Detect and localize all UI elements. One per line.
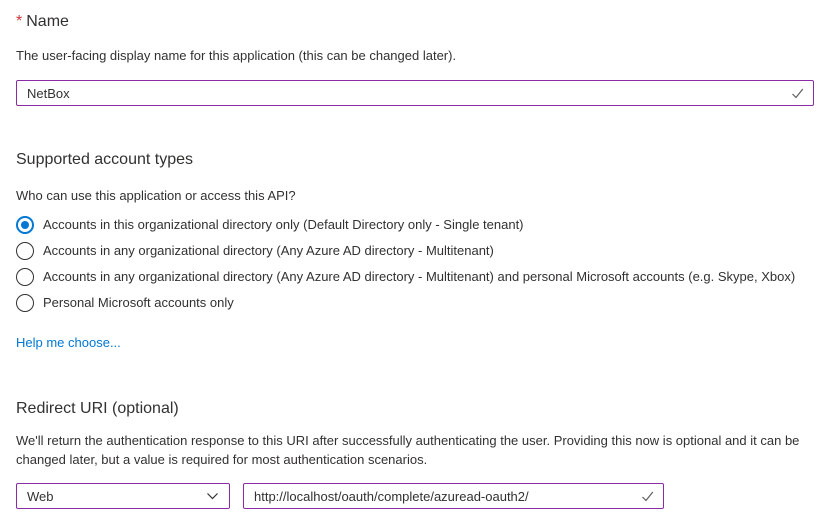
supported-account-types-title: Supported account types [16,151,194,168]
redirect-uri-section [16,399,814,509]
account-types-radio-group [16,212,814,316]
platform-select[interactable] [16,483,230,509]
redirect-uri-description: We'll return the authentication response to this URI after successfully authenticating the user. Providing this now is optional and it can be changed later, but a value is required for most authentication scenarios. [16,433,800,467]
radio-button-selected[interactable] [16,216,34,234]
name-section-title [16,12,814,32]
radio-button[interactable] [16,242,34,260]
help-me-choose-link[interactable]: Help me choose... [16,335,121,350]
radio-option-single-tenant[interactable] [16,212,814,238]
radio-button[interactable] [16,268,34,286]
chevron-down-icon [205,489,220,504]
name-title-text: Name [26,13,69,30]
radio-option-multitenant[interactable] [16,238,814,264]
redirect-uri-row [16,483,814,509]
name-input-wrap [16,80,814,106]
radio-option-personal-only[interactable] [16,290,814,316]
radio-option-label: Accounts in any organizational directory (Any Azure AD directory - Multitenant) and personal Microsoft accounts (e.g. Skype, Xbox) [43,269,796,284]
radio-option-label: Personal Microsoft accounts only [43,295,234,310]
redirect-uri-input-wrap [243,483,664,509]
account-types-question: Who can use this application or access this API? [16,188,296,203]
redirect-uri-title: Redirect URI (optional) [16,400,179,417]
redirect-uri-input[interactable] [243,483,664,509]
radio-option-label: Accounts in any organizational directory (Any Azure AD directory - Multitenant) [43,243,494,258]
supported-account-types-section [16,150,814,352]
name-input[interactable] [16,80,814,106]
name-section [16,12,814,106]
radio-option-label: Accounts in this organizational directory only (Default Directory only - Single tenant) [43,217,524,232]
platform-select-value: Web [27,488,54,504]
radio-button[interactable] [16,294,34,312]
name-description: The user-facing display name for this application (this can be changed later). [16,48,457,63]
radio-option-multitenant-personal[interactable] [16,264,814,290]
required-asterisk: * [16,13,23,30]
